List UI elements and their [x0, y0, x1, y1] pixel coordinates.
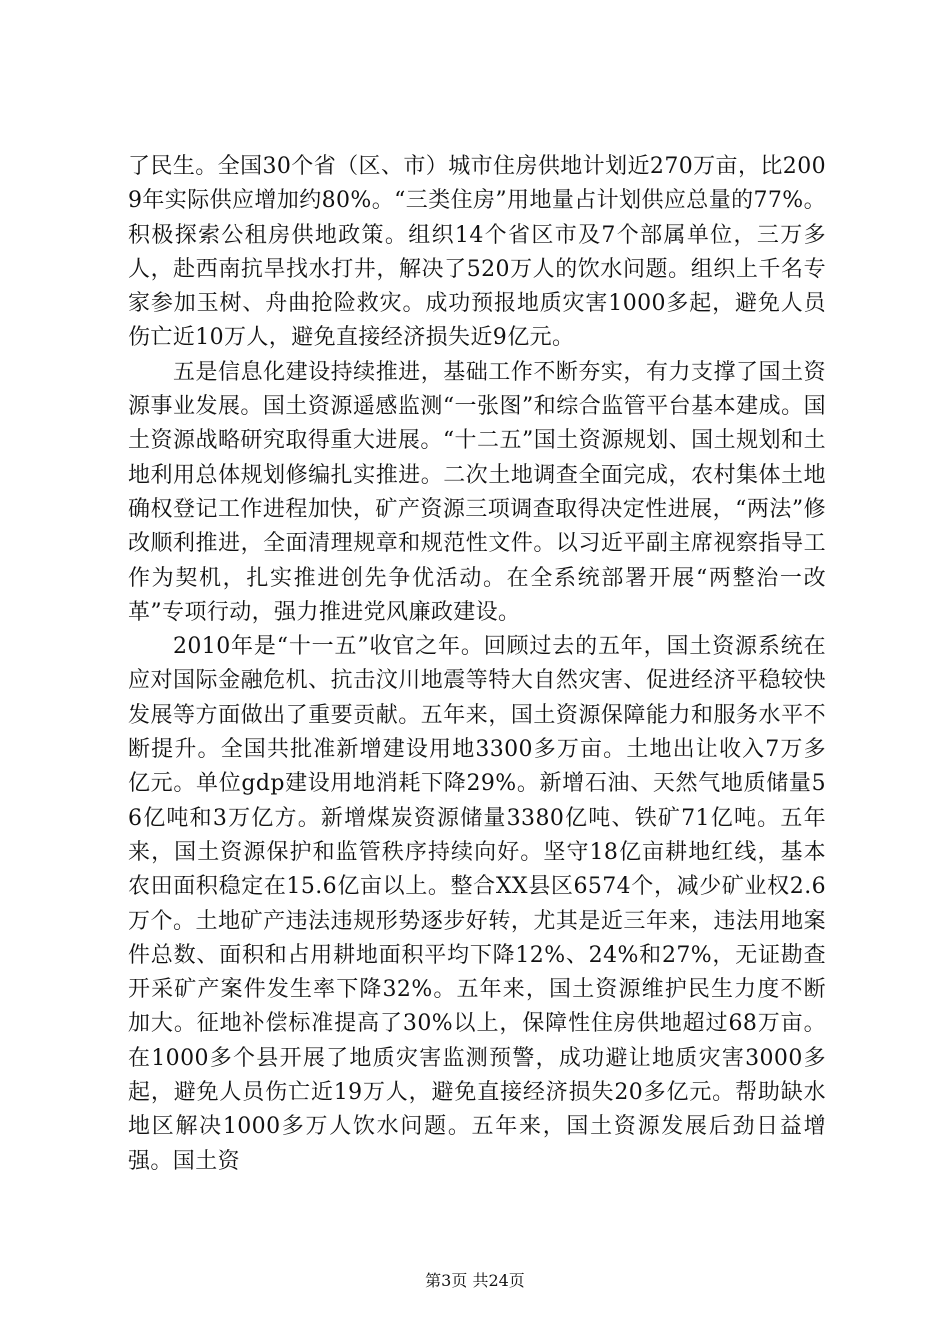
- paragraph-review-2010: 2010年是“十一五”收官之年。回顾过去的五年，国土资源系统在应对国际金融危机、抗击汶川地震等特大自然灾害、促进经济平稳较快发展等方面做出了重要贡献。五年来，国土资源保障能力和服务水平不断提升。全国共批准新增建设用地3300多万亩。土地出让收入7万多亿元。单位gdp建设用地消耗下降29%。新增石油、天然气地质储量56亿吨和3万亿方。新增煤炭资源储量3380亿吨、铁矿71亿吨。五年来，国土资源保护和监管秩序持续向好。坚守18亿亩耕地红线，基本农田面积稳定在15.6亿亩以上。整合XX县区6574个，减少矿业权2.6万个。土地矿产违法违规形势逐步好转，尤其是近三年来，违法用地案件总数、面积和占用耕地面积平均下降12%、24%和27%，无证勘查开采矿产案件发生率下降32%。五年来，国土资源维护民生力度不断加大。征地补偿标准提高了30%以上，保障性住房供地超过68万亩。在1000多个县开展了地质灾害监测预警，成功避让地质灾害3000多起，避免人员伤亡近19万人，避免直接经济损失20多亿元。帮助缺水地区解决1000多万人饮水问题。五年来，国土资源发展后劲日益增强。国土资: [128, 634, 826, 1174]
- paragraph-informatization: 五是信息化建设持续推进，基础工作不断夯实，有力支撑了国土资源事业发展。国土资源遥感监测“一张图”和综合监管平台基本建成。国土资源战略研究取得重大进展。“十二五”国土资源规划、国土规划和土地利用总体规划修编扎实推进。二次土地调查全面完成，农村集体土地确权登记工作进程加快，矿产资源三项调查取得决定性进展，“两法”修改顺利推进，全面清理规章和规范性文件。以习近平副主席视察指导工作为契机，扎实推进创先争优活动。在全系统部署开展“两整治一改革”专项行动，强力推进党风廉政建设。: [128, 359, 826, 625]
- page-number-footer: 第3页 共24页: [425, 1271, 525, 1290]
- document-body: [128, 150, 826, 1179]
- paragraph-continued: 了民生。全国30个省（区、市）城市住房供地计划近270万亩，比2009年实际供应增加约80%。“三类住房”用地量占计划供应总量的77%。积极探索公租房供地政策。组织14个省区市及7个部属单位，三万多人，赴西南抗旱找水打井，解决了520万人的饮水问题。组织上千名专家参加玉树、舟曲抢险救灾。成功预报地质灾害1000多起，避免人员伤亡近10万人，避免直接经济损失近9亿元。: [128, 154, 826, 351]
